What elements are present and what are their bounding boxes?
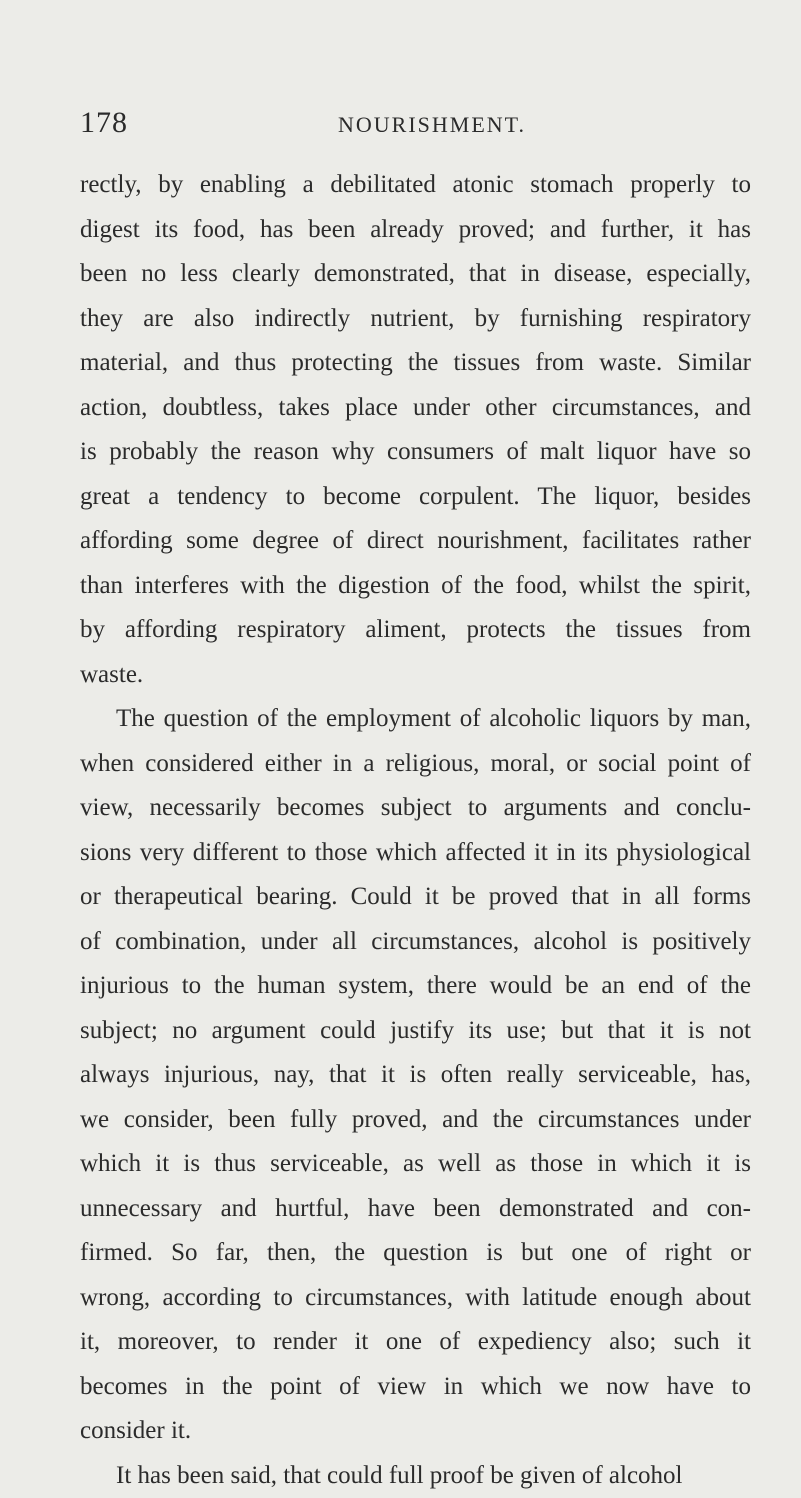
text-line: when considered either in a religious, moral, or social point of [80, 742, 751, 787]
text-line: waste. [80, 653, 751, 698]
text-line: The question of the employment of alcoholic liquors by man, [80, 697, 751, 742]
text-line: subject; no argument could justify its use; but that it is not [80, 1009, 751, 1054]
paragraph-1 [80, 163, 751, 697]
text-line: always injurious, nay, that it is often really serviceable, has, [80, 1053, 751, 1098]
text-line: consider it. [80, 1409, 751, 1454]
text-line: than interferes with the digestion of the food, whilst the spirit, [80, 564, 751, 609]
text-line: of combination, under all circumstances, alcohol is positively [80, 920, 751, 965]
page-number: 178 [80, 106, 128, 140]
text-line: It has been said, that could full proof be given of alcohol [80, 1454, 751, 1498]
text-line: great a tendency to become corpulent. The liquor, besides [80, 475, 751, 520]
text-line: sions very different to those which affected it in its physiological [80, 831, 751, 876]
body-text [80, 163, 751, 1498]
paragraph-2 [80, 697, 751, 1454]
text-line: injurious to the human system, there would be an end of the [80, 964, 751, 1009]
text-line: digest its food, has been already proved; and further, it has [80, 208, 751, 253]
text-line: unnecessary and hurtful, have been demonstrated and con- [80, 1187, 751, 1232]
text-line: which it is thus serviceable, as well as those in which it is [80, 1142, 751, 1187]
running-head [80, 106, 753, 136]
text-line: by affording respiratory aliment, protects the tissues from [80, 608, 751, 653]
text-line: rectly, by enabling a debilitated atonic stomach properly to [80, 163, 751, 208]
text-line: they are also indirectly nutrient, by furnishing respiratory [80, 297, 751, 342]
text-line: action, doubtless, takes place under other circumstances, and [80, 386, 751, 431]
text-line: view, necessarily becomes subject to arguments and conclu- [80, 786, 751, 831]
paragraph-3 [80, 1454, 751, 1498]
text-line: affording some degree of direct nourishment, facilitates rather [80, 519, 751, 564]
text-line: been no less clearly demonstrated, that in disease, especially, [80, 252, 751, 297]
text-line: wrong, according to circumstances, with latitude enough about [80, 1276, 751, 1321]
text-line: we consider, been fully proved, and the circumstances under [80, 1098, 751, 1143]
running-title: NOURISHMENT. [338, 112, 526, 138]
text-line: or therapeutical bearing. Could it be proved that in all forms [80, 875, 751, 920]
text-line: is probably the reason why consumers of malt liquor have so [80, 430, 751, 475]
text-line: becomes in the point of view in which we now have to [80, 1365, 751, 1410]
text-line: material, and thus protecting the tissues from waste. Similar [80, 341, 751, 386]
text-line: firmed. So far, then, the question is but one of right or [80, 1231, 751, 1276]
text-line: it, moreover, to render it one of expediency also; such it [80, 1320, 751, 1365]
